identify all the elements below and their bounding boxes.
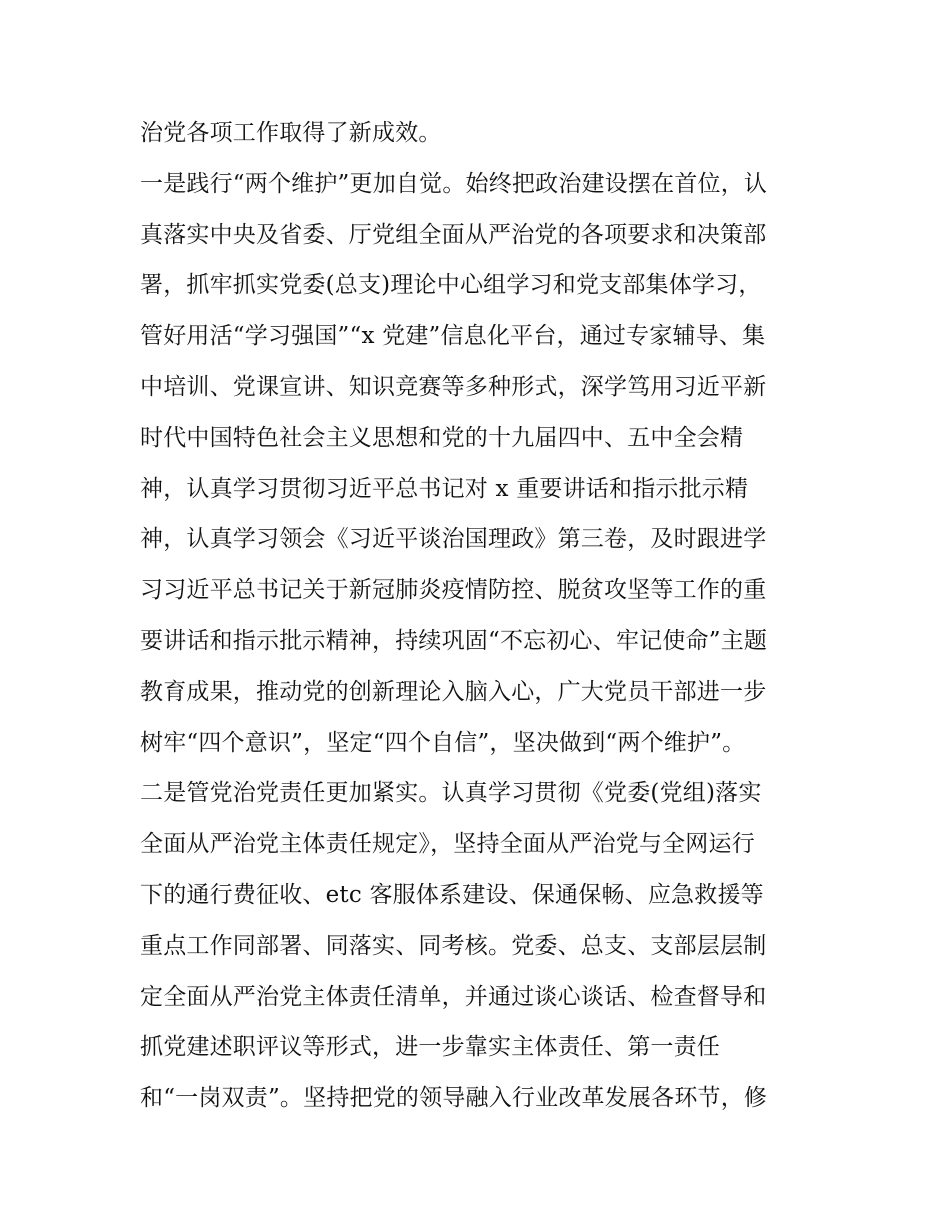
text-line: 神，认真学习领会《习近平谈治国理政》第三卷，及时跟进学	[140, 526, 767, 553]
text-line: 习习近平总书记关于新冠肺炎疫情防控、脱贫攻坚等工作的重	[140, 577, 767, 604]
text-line: 重点工作同部署、同落实、同考核。党委、总支、支部层层制	[140, 932, 767, 959]
text-line: 一是践行“两个维护”更加自觉。始终把政治建设摆在首位，认	[140, 170, 768, 197]
text-line: 抓党建述职评议等形式，进一步靠实主体责任、第一责任	[140, 1034, 720, 1061]
text-line: 神，认真学习贯彻习近平总书记对 x 重要讲话和指示批示精	[140, 475, 749, 502]
text-line: 下的通行费征收、etc 客服体系建设、保通保畅、应急救援等	[140, 881, 764, 908]
text-line: 时代中国特色社会主义思想和党的十九届四中、五中全会精	[140, 424, 744, 451]
document-body	[140, 108, 820, 1124]
text-line: 管好用活“学习强国”“x 党建”信息化平台，通过专家辅导、集	[140, 323, 766, 350]
text-line: 要讲话和指示批示精神，持续巩固“不忘初心、牢记使命”主题	[140, 627, 768, 654]
text-line: 和“一岗双责”。坚持把党的领导融入行业改革发展各环节，修	[140, 1085, 768, 1112]
text-line: 二是管党治党责任更加紧实。认真学习贯彻《党委(党组)落实	[140, 780, 762, 807]
text-line: 定全面从严治党主体责任清单，并通过谈心谈话、检查督导和	[140, 983, 767, 1010]
text-line: 治党各项工作取得了新成效。	[140, 120, 442, 146]
text-line: 全面从严治党主体责任规定》，坚持全面从严治党与全网运行	[140, 831, 755, 858]
text-line: 署，抓牢抓实党委(总支)理论中心组学习和党支部集体学习，	[140, 272, 762, 299]
text-line: 真落实中央及省委、厅党组全面从严治党的各项要求和决策部	[140, 221, 767, 248]
text-line: 中培训、党课宣讲、知识竞赛等多种形式，深学笃用习近平新	[140, 373, 767, 400]
text-line: 教育成果，推动党的创新理论入脑入心，广大党员干部进一步	[140, 678, 767, 705]
text-line: 树牢“四个意识”，坚定“四个自信”，坚决做到“两个维护”。	[140, 729, 746, 756]
